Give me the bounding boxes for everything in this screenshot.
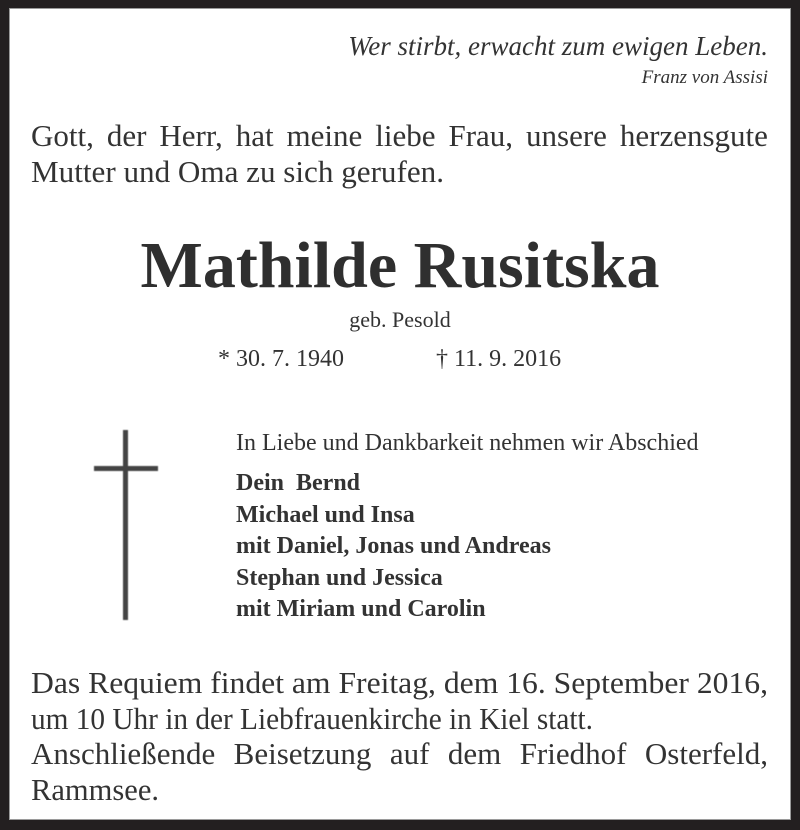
service-line-1-text: Das Requiem findet am Freitag, dem 16. September 2016, bbox=[31, 665, 768, 700]
word: auf bbox=[389, 736, 430, 771]
word: Herr, bbox=[159, 118, 223, 153]
maiden-name: geb. Pesold bbox=[349, 307, 451, 332]
word: Friedhof bbox=[519, 736, 627, 771]
word: liebe bbox=[375, 118, 436, 153]
service-line-2 bbox=[31, 701, 768, 737]
service-details bbox=[31, 665, 768, 807]
mourner-name: Dein Bernd bbox=[236, 470, 361, 496]
service-line-4-text: Rammsee. bbox=[31, 771, 159, 807]
farewell-line: In Liebe und Dankbarkeit nehmen wir Abschied bbox=[236, 430, 699, 456]
death-date: † 11. 9. 2016 bbox=[436, 346, 562, 372]
mourner-name: mit Daniel, Jonas und Andreas bbox=[236, 533, 551, 559]
cross-horizontal-bar bbox=[94, 466, 158, 471]
word: Gott, bbox=[31, 118, 94, 153]
mourner-name: Stephan und Jessica bbox=[236, 564, 443, 591]
mourner-name: Michael und Insa bbox=[236, 501, 415, 528]
word: hat bbox=[235, 118, 274, 153]
service-line-1 bbox=[31, 665, 768, 701]
word: Anschließende bbox=[31, 736, 216, 771]
intro-line-2-text: Mutter und Oma zu sich gerufen. bbox=[31, 154, 444, 189]
service-line-2-text: um 10 Uhr in der Liebfrauenkirche in Kiel statt. bbox=[31, 700, 593, 736]
word: Frau, bbox=[448, 118, 514, 153]
intro-line-2 bbox=[31, 154, 768, 190]
service-line-4 bbox=[31, 772, 768, 808]
intro-line-1 bbox=[31, 118, 768, 154]
word: dem bbox=[447, 736, 502, 771]
cross-icon bbox=[94, 430, 158, 620]
word: der bbox=[106, 118, 147, 153]
word: Osterfeld, bbox=[644, 736, 768, 771]
motto-quote: Wer stirbt, erwacht zum ewigen Leben. bbox=[348, 31, 768, 61]
word: unsere bbox=[526, 118, 607, 153]
word: herzensgute bbox=[619, 118, 768, 153]
mourner-list bbox=[236, 468, 551, 626]
cross-vertical-bar bbox=[123, 430, 128, 620]
word: Beisetzung bbox=[233, 736, 372, 771]
service-line-3 bbox=[31, 736, 768, 772]
birth-date: * 30. 7. 1940 bbox=[218, 346, 344, 372]
word: meine bbox=[286, 118, 363, 153]
deceased-name: Mathilde Rusitska bbox=[140, 229, 660, 302]
mourner-name: mit Miriam und Carolin bbox=[236, 596, 486, 622]
motto-author: Franz von Assisi bbox=[641, 67, 768, 88]
intro-text bbox=[31, 118, 768, 190]
